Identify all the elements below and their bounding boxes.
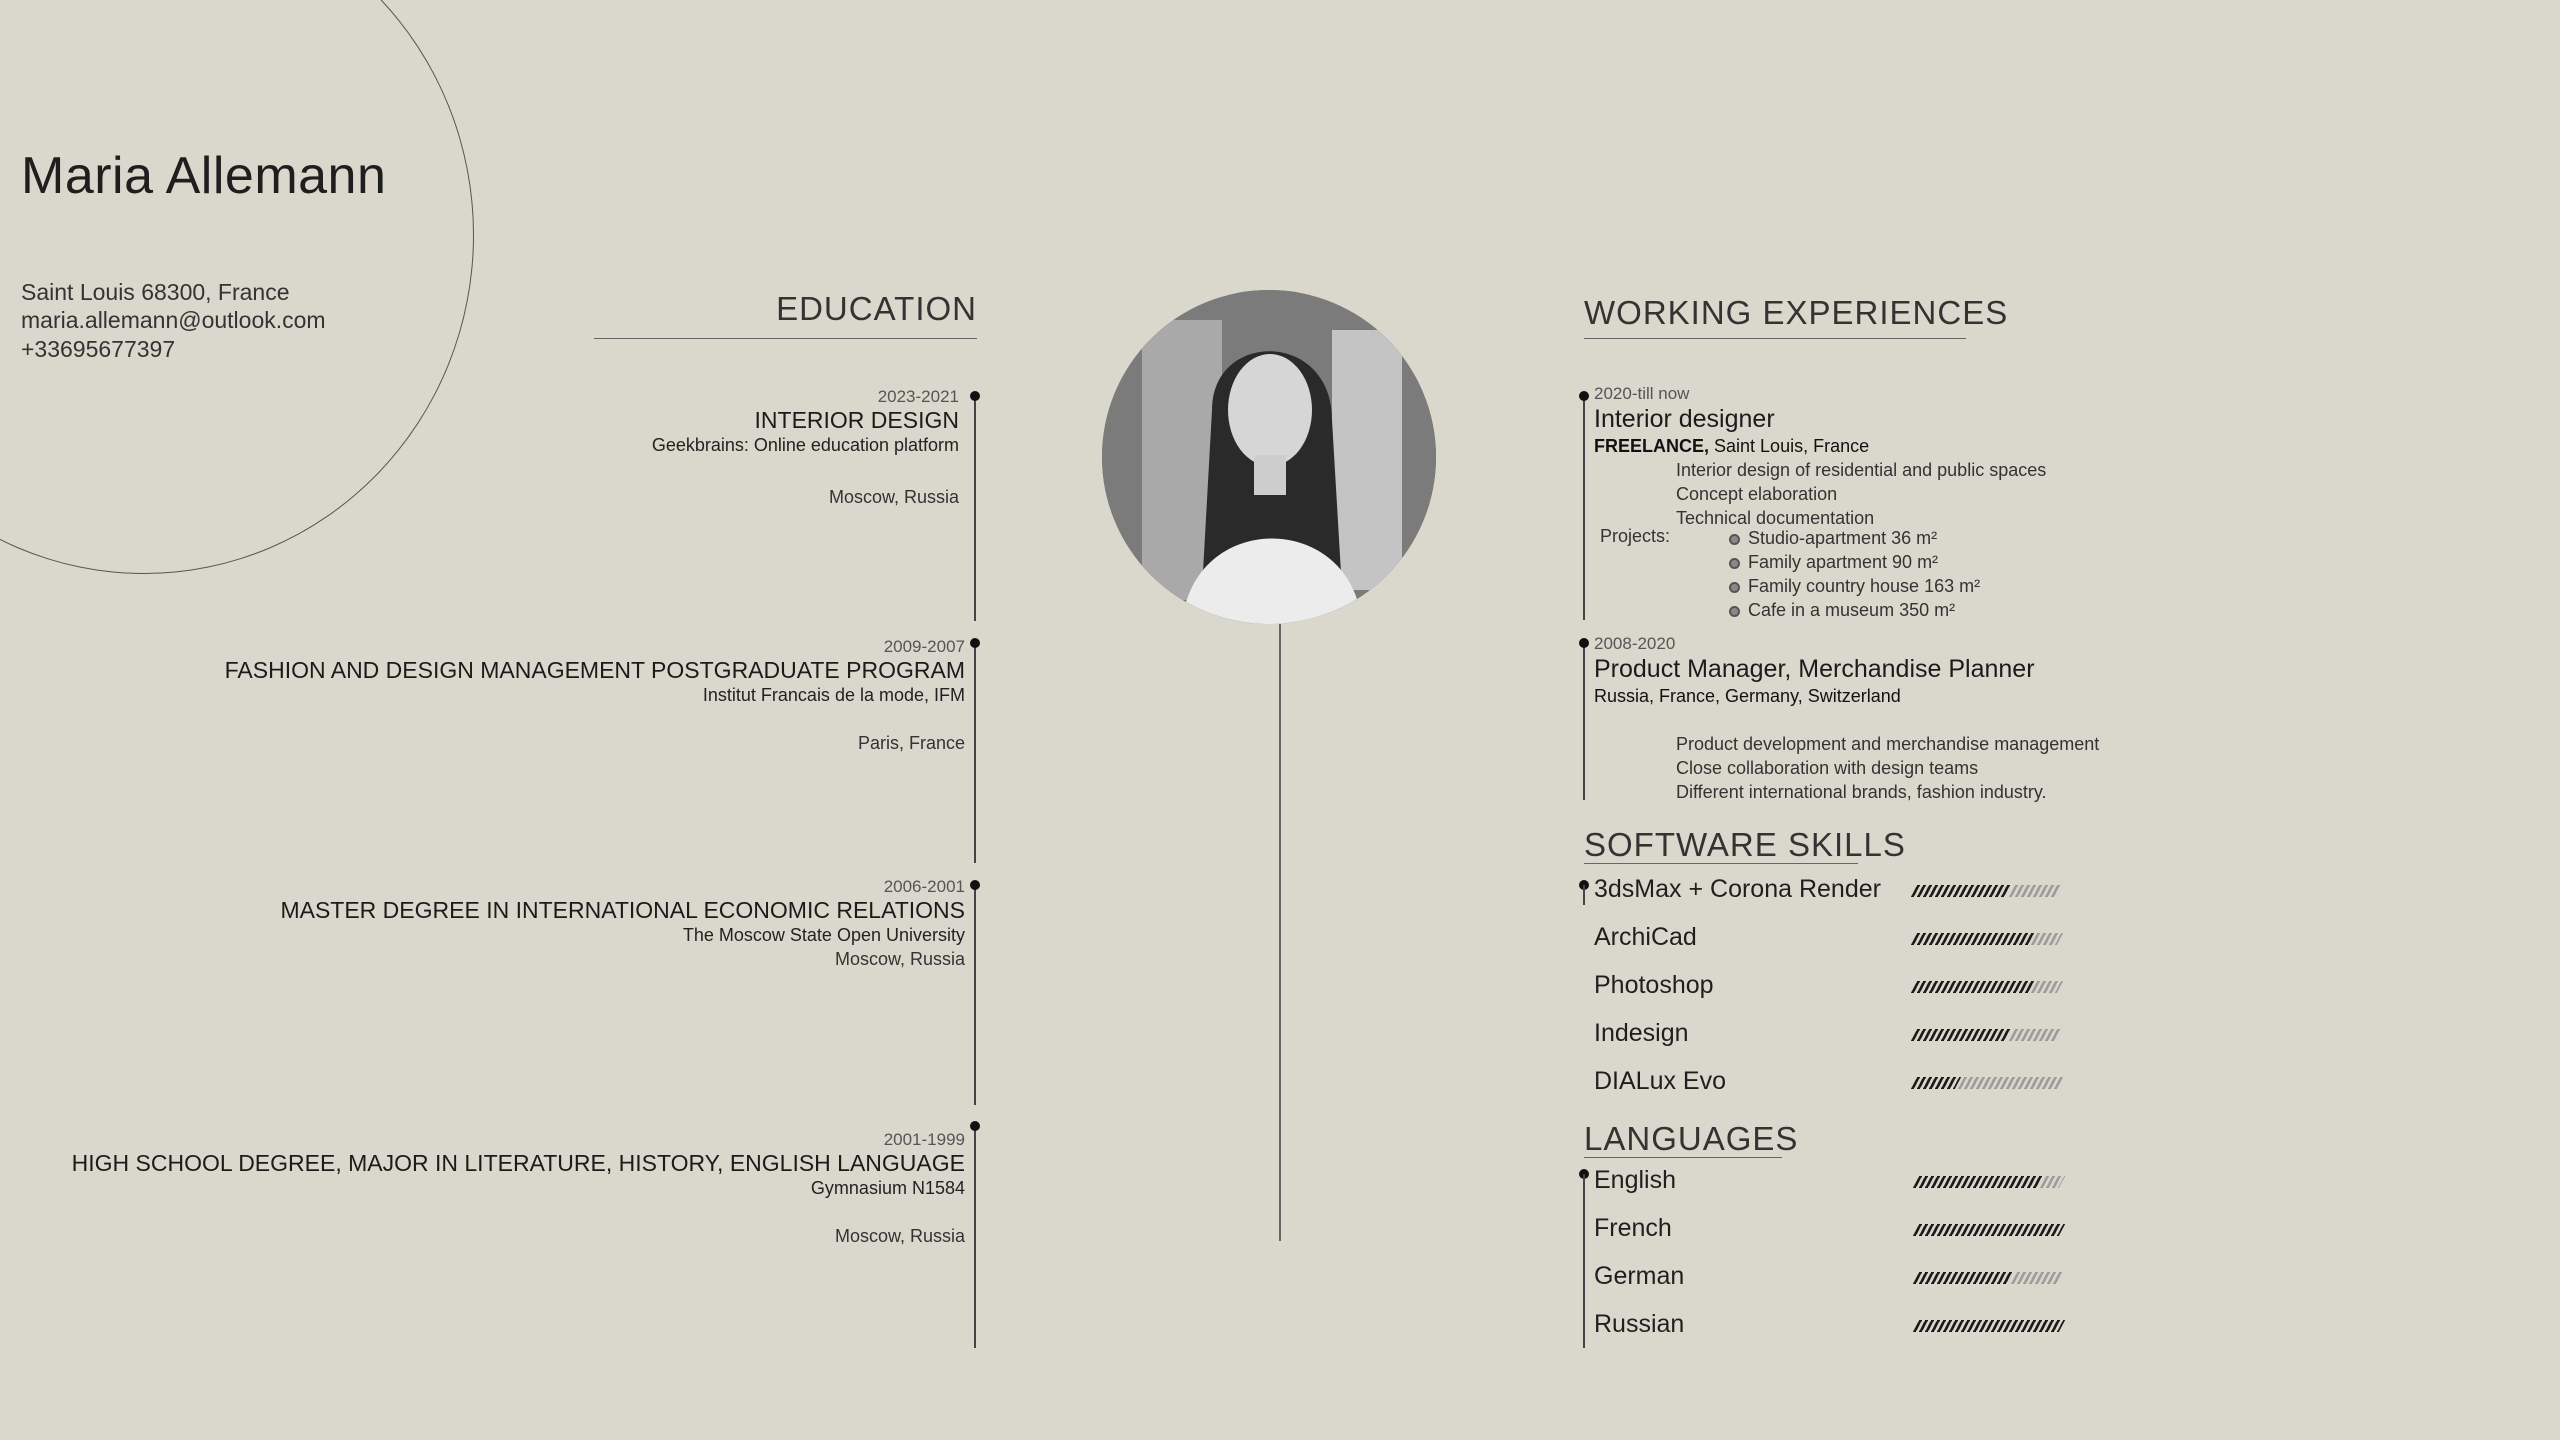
exp-timeline-1 [1583, 396, 1585, 620]
skill-name: 3dsMax + Corona Render [1594, 875, 1881, 903]
edu-school: Gymnasium N1584 [810, 1178, 965, 1198]
experience-item [1594, 384, 2046, 530]
exp-company: Russia, France, Germany, Switzerland [1594, 686, 1901, 706]
exp-role: Interior designer [1594, 405, 1775, 433]
edu-years: 2006-2001 [883, 877, 965, 896]
bullet-icon [1729, 606, 1740, 617]
skills-title: SOFTWARE SKILLS [1584, 826, 1906, 863]
timeline-dot [1579, 391, 1589, 401]
profile-photo [1102, 290, 1436, 624]
project-label: Family country house 163 m² [1748, 576, 1981, 596]
edu-city: Moscow, Russia [828, 487, 959, 507]
project-label: Family apartment 90 m² [1748, 552, 1939, 572]
education-rule [594, 338, 977, 339]
bullet-icon [1729, 558, 1740, 569]
language-name: Russian [1594, 1310, 1685, 1338]
bullet-icon [1729, 534, 1740, 545]
edu-degree: INTERIOR DESIGN [754, 407, 959, 433]
skill-level-remainder [2009, 885, 2063, 897]
exp-duty: Different international brands, fashion industry. [1676, 782, 2047, 802]
project-label: Cafe in a museum 350 m² [1748, 600, 1956, 620]
language-level-bar [1913, 1320, 2065, 1332]
exp-duty: Close collaboration with design teams [1676, 758, 1979, 778]
skill-level-remainder [2009, 1029, 2063, 1041]
candidate-name: Maria Allemann [21, 147, 387, 205]
projects-list [1729, 526, 1980, 622]
timeline-dot [970, 638, 980, 648]
education-title: EDUCATION [776, 290, 977, 327]
edu-timeline-4 [974, 1126, 976, 1348]
exp-duty: Concept elaboration [1676, 484, 1838, 504]
skill-level-bar [1911, 981, 2034, 993]
timeline-dot [970, 1121, 980, 1131]
languages-title: LANGUAGES [1584, 1120, 1799, 1157]
edu-city: Moscow, Russia [834, 949, 965, 969]
exp-years: 2008-2020 [1594, 634, 1676, 653]
skill-level-bar [1911, 885, 2012, 897]
language-name: German [1594, 1262, 1685, 1290]
exp-timeline-2 [1583, 643, 1585, 800]
edu-years: 2001-1999 [883, 1130, 965, 1149]
language-level-remainder [2040, 1176, 2065, 1188]
language-name: French [1594, 1214, 1672, 1242]
edu-city: Moscow, Russia [834, 1226, 965, 1246]
timeline-dot [970, 391, 980, 401]
edu-degree: MASTER DEGREE IN INTERNATIONAL ECONOMIC RELATIONS [280, 897, 965, 923]
experience-rule [1584, 338, 1966, 339]
edu-school: Institut Francais de la mode, IFM [702, 685, 965, 705]
edu-timeline-3 [974, 885, 976, 1105]
skill-name: Indesign [1594, 1019, 1689, 1047]
edu-timeline-1 [974, 396, 976, 621]
skill-level-remainder [1958, 1077, 2063, 1089]
skill-level-bar [1911, 1077, 1961, 1089]
edu-years: 2009-2007 [883, 637, 965, 656]
languages-timeline [1583, 1174, 1585, 1348]
skill-name: DIALux Evo [1594, 1067, 1727, 1095]
bullet-icon [1729, 582, 1740, 593]
edu-school: Geekbrains: Online education platform [651, 435, 959, 455]
skill-level-remainder [2031, 981, 2063, 993]
skill-name: ArchiCad [1594, 923, 1697, 951]
edu-degree: FASHION AND DESIGN MANAGEMENT POSTGRADUATE PROGRAM [224, 657, 965, 683]
language-level-bar [1913, 1176, 2043, 1188]
language-level-remainder [2011, 1272, 2065, 1284]
timeline-dot [1579, 638, 1589, 648]
exp-role: Product Manager, Merchandise Planner [1594, 655, 2035, 683]
edu-years: 2023-2021 [877, 387, 959, 406]
skills-rule [1584, 863, 1858, 864]
project-item [1729, 550, 1980, 574]
exp-company [1594, 434, 2046, 458]
skill-name: Photoshop [1594, 971, 1714, 999]
skill-level-bar [1911, 933, 2034, 945]
skill-level-bar [1911, 1029, 2012, 1041]
project-label: Studio-apartment 36 m² [1748, 528, 1938, 548]
edu-degree: HIGH SCHOOL DEGREE, MAJOR IN LITERATURE, HISTORY, ENGLISH LANGUAGE [71, 1150, 965, 1176]
edu-city: Paris, France [857, 733, 965, 753]
exp-duty: Technical documentation [1676, 508, 1875, 528]
project-item [1729, 598, 1980, 622]
email: maria.allemann@outlook.com [21, 307, 326, 333]
exp-duty: Product development and merchandise management [1676, 734, 2100, 754]
experience-title: WORKING EXPERIENCES [1584, 294, 2009, 331]
exp-years: 2020-till now [1594, 384, 1690, 403]
company-location: Saint Louis, France [1709, 436, 1870, 456]
skill-level-remainder [2031, 933, 2063, 945]
language-name: English [1594, 1166, 1676, 1194]
language-level-bar [1913, 1272, 2014, 1284]
languages-rule [1584, 1157, 1782, 1158]
skills-timeline [1583, 885, 1585, 905]
education-item [280, 877, 965, 971]
exp-duty: Interior design of residential and public spaces [1676, 460, 2047, 480]
edu-timeline-2 [974, 643, 976, 863]
education-item [652, 387, 959, 509]
phone: +33695677397 [21, 336, 176, 362]
edu-school: The Moscow State Open University [682, 925, 965, 945]
experience-item [1594, 634, 2099, 804]
address: Saint Louis 68300, France [21, 279, 290, 305]
project-item [1729, 574, 1980, 598]
company-name: FREELANCE, [1594, 436, 1710, 456]
language-level-bar [1913, 1224, 2065, 1236]
project-item [1729, 526, 1980, 550]
projects-label: Projects: [1600, 526, 1671, 546]
education-item [72, 1130, 965, 1248]
timeline-dot [970, 880, 980, 890]
center-timeline [1279, 624, 1281, 1241]
education-item [225, 637, 965, 755]
